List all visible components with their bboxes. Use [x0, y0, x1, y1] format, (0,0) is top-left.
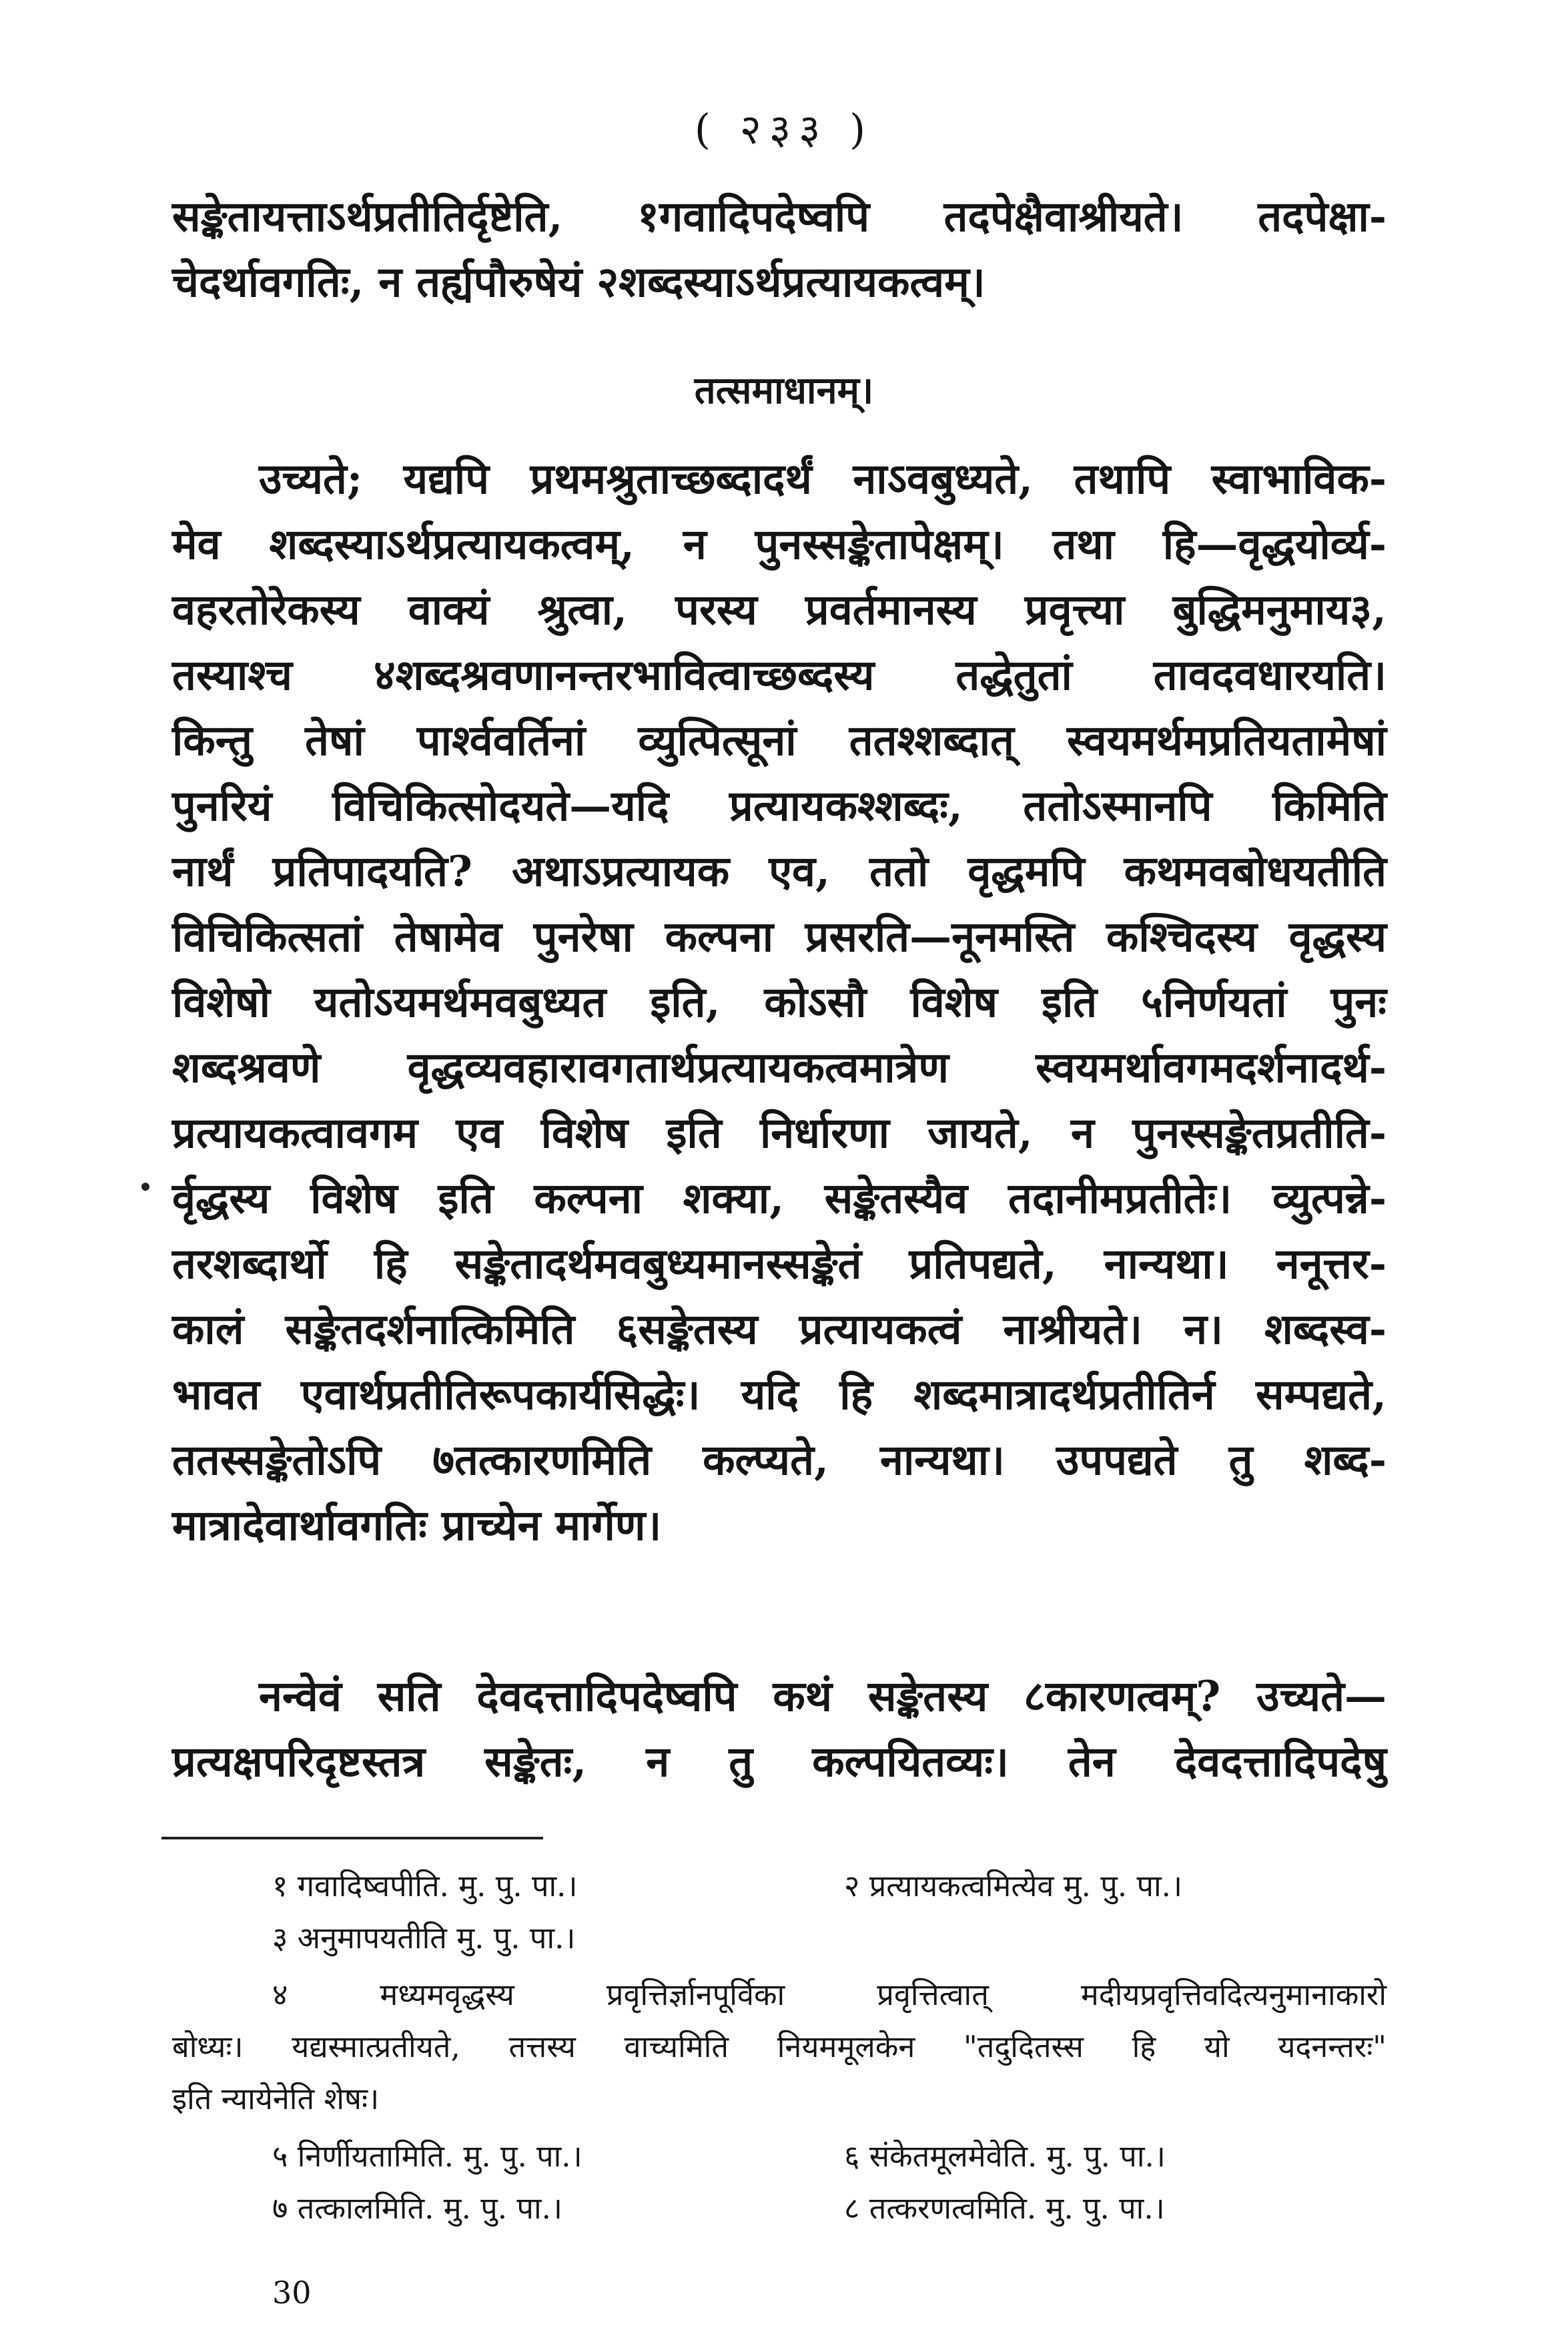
text-line: शब्दश्रवणे वृद्धव्यवहारावगतार्थप्रत्यायकत्वमात्रेण स्वयमर्थावगमदर्शनादर्थ- [172, 1043, 1387, 1092]
text-line: पुनरियं विचिकित्सोदयते—यदि प्रत्यायकश्शब्दः, ततोऽस्मानपि किमिति [172, 781, 1387, 830]
text-line: उच्यते; यद्यपि प्रथमश्रुताच्छब्दादर्थं नाऽवबुध्यते, तथापि स्वाभाविक- [259, 454, 1387, 503]
text-line: तरशब्दार्थो हि सङ्केतादर्थमवबुध्यमानस्सङ्केतं प्रतिपद्यते, नान्यथा। ननूत्तर- [172, 1239, 1387, 1288]
signature-mark: 30 [272, 2275, 312, 2311]
footnote-line: ४ मध्यमवृद्धस्य प्रवृत्तिर्ज्ञानपूर्विका प्रवृत्तित्वात् मदीयप्रवृत्तिवदित्यनुमानाकारो [272, 1977, 1387, 2012]
footnote-1: १ गवादिष्वपीति. मु. पु. पा.। [272, 1868, 578, 1904]
text-line: कालं सङ्केतदर्शनात्किमिति ६सङ्केतस्य प्रत्यायकत्वं नाश्रीयते। न। शब्दस्व- [172, 1304, 1387, 1354]
margin-mark [141, 1183, 149, 1191]
text-line: प्रत्यायकत्वावगम एव विशेष इति निर्धारणा जायते, न पुनस्सङ्केतप्रतीति- [172, 1108, 1387, 1157]
footnote-7: ७ तत्कालमिति. मु. पु. पा.। [272, 2191, 562, 2226]
footnote-8: ८ तत्करणत्वमिति. मु. पु. पा.। [844, 2191, 1165, 2226]
text-line: चेदर्थावगतिः, न तर्ह्यपौरुषेयं २शब्दस्याऽर्थप्रत्यायकत्वम्। [172, 257, 986, 306]
paragraph-2 [172, 1663, 1387, 1794]
text-line: विशेषो यतोऽयमर्थमवबुध्यत इति, कोऽसौ विशेष इति ५निर्णयतां पुनः [172, 977, 1387, 1027]
text-line: मात्रादेवार्थावगतिः प्राच्येन मार्गेण। [172, 1500, 662, 1550]
footnote-line: बोध्यः। यद्यस्मात्प्रतीयते, तत्तस्य वाच्यमिति नियममूलकेन "तदुदितस्स हि यो यदनन्तरः" [172, 2029, 1387, 2064]
text-line: सङ्केतायत्ताऽर्थप्रतीतिर्दृष्टेति, १गवादिपदेष्वपि तदपेक्षैवाश्रीयते। तदपेक्षा- [172, 192, 1387, 241]
text-line: विचिकित्सतां तेषामेव पुनरेषा कल्पना प्रसरति—नूनमस्ति कश्चिदस्य वृद्धस्य [172, 912, 1387, 961]
footnote-divider [161, 1837, 543, 1839]
footnote-2: २ प्रत्यायकत्वमित्येव मु. पु. पा.। [844, 1868, 1183, 1904]
text-line: नन्वेवं सति देवदत्तादिपदेष्वपि कथं सङ्केतस्य ८कारणत्वम्? उच्यते— [259, 1671, 1387, 1721]
top-paragraph [172, 184, 1387, 314]
section-heading: तत्समाधानम्। [694, 368, 874, 412]
paragraph-1 [172, 446, 1387, 1558]
text-line: नार्थं प्रतिपादयति? अथाऽप्रत्यायक एव, ततो वृद्धमपि कथमवबोधयतीति [172, 846, 1387, 896]
footnote-line: इति न्यायेनेति शेषः। [172, 2081, 380, 2116]
footnote-6: ६ संकेतमूलमेवेति. मु. पु. पा.। [844, 2138, 1166, 2174]
text-line: र्वृद्धस्य विशेष इति कल्पना शक्या, सङ्केतस्यैव तदानीमप्रतीतेः। व्युत्पन्ने- [172, 1173, 1387, 1223]
text-line: वहरतोरेकस्य वाक्यं श्रुत्वा, परस्य प्रवर्तमानस्य प्रवृत्त्या बुद्धिमनुमाय३, [172, 585, 1387, 634]
footnote-4 [172, 1969, 1387, 2125]
text-line: किन्तु तेषां पार्श्ववर्तिनां व्युत्पित्सूनां ततश्शब्दात् स्वयमर्थमप्रतियतामेषां [172, 715, 1387, 765]
footnote-3: ३ अनुमापयतीति मु. पु. पा.। [272, 1920, 576, 1956]
text-line: प्रत्यक्षपरिदृष्टस्तत्र सङ्केतः, न तु कल्पयितव्यः। तेन देवदत्तादिपदेषु [172, 1737, 1387, 1786]
text-line: तस्याश्च ४शब्दश्रवणानन्तरभावित्वाच्छब्दस्य तद्धेतुतां तावदवधारयति। [172, 650, 1387, 699]
text-line: ततस्सङ्केतोऽपि ७तत्कारणमिति कल्प्यते, नान्यथा। उपपद्यते तु शब्द- [172, 1435, 1387, 1484]
page-number: ( २३३ ) [694, 105, 874, 154]
text-line: भावत एवार्थप्रतीतिरूपकार्यसिद्धेः। यदि हि शब्दमात्रादर्थप्रतीतिर्न सम्पद्यते, [172, 1370, 1387, 1419]
footnote-5: ५ निर्णीयतामिति. मु. पु. पा.। [272, 2138, 582, 2174]
text-line: मेव शब्दस्याऽर्थप्रत्यायकत्वम्, न पुनस्सङ्केतापेक्षम्। तथा हि—वृद्धयोर्व्य- [172, 519, 1387, 569]
